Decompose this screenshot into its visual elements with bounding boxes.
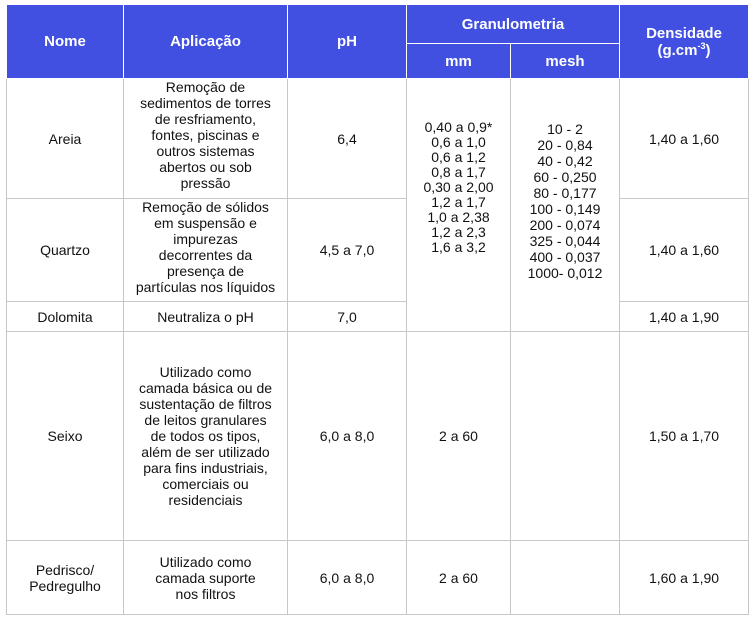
cell-nome: Areia xyxy=(7,79,124,199)
material-properties-table xyxy=(6,4,749,615)
cell-nome: Dolomita xyxy=(7,302,124,332)
cell-densidade: 1,60 a 1,90 xyxy=(620,541,749,615)
cell-ph: 6,0 a 8,0 xyxy=(288,541,407,615)
cell-aplicacao: Remoção de sedimentos de torres de resfriamento, fontes, piscinas e outros sistemas abertos ou sob pressão xyxy=(124,79,288,199)
header-densidade xyxy=(620,5,749,79)
header-densidade-label: Densidade xyxy=(646,24,722,42)
header-mm: mm xyxy=(407,44,511,79)
cell-mesh xyxy=(511,541,620,615)
cell-aplicacao: Neutraliza o pH xyxy=(124,302,288,332)
cell-ph: 4,5 a 7,0 xyxy=(288,199,407,302)
table-row xyxy=(7,332,749,541)
cell-densidade: 1,40 a 1,60 xyxy=(620,79,749,199)
cell-densidade: 1,40 a 1,60 xyxy=(620,199,749,302)
header-nome: Nome xyxy=(7,5,124,79)
header-aplicacao: Aplicação xyxy=(124,5,288,79)
header-ph: pH xyxy=(288,5,407,79)
cell-densidade: 1,50 a 1,70 xyxy=(620,332,749,541)
cell-ph: 6,4 xyxy=(288,79,407,199)
cell-mesh-shared: 10 - 2 20 - 0,84 40 - 0,42 60 - 0,250 80 - 0,177 100 - 0,149 200 - 0,074 325 - 0,044 400 - 0,037 1000- 0,012 xyxy=(511,79,620,332)
cell-mm-shared: 0,40 a 0,9* 0,6 a 1,0 0,6 a 1,2 0,8 a 1,7 0,30 a 2,00 1,2 a 1,7 1,0 a 2,38 1,2 a 2,3 1,6 a 3,2 xyxy=(407,79,511,332)
header-mesh: mesh xyxy=(511,44,620,79)
cell-nome: Quartzo xyxy=(7,199,124,302)
cell-aplicacao: Utilizado como camada básica ou de sustentação de filtros de leitos granulares de todos os tipos, além de ser utilizado para fins industriais, comerciais ou residenciais xyxy=(124,332,288,541)
header-densidade-unit: $(g.cm^{-3})$ xyxy=(657,40,711,59)
table-row xyxy=(7,302,749,332)
cell-densidade: 1,40 a 1,90 xyxy=(620,302,749,332)
table-row xyxy=(7,541,749,615)
cell-mm: 2 a 60 xyxy=(407,332,511,541)
table-row xyxy=(7,79,749,199)
cell-nome: Seixo xyxy=(7,332,124,541)
header-granulometria: Granulometria xyxy=(407,5,620,44)
cell-aplicacao: Remoção de sólidos em suspensão e impurezas decorrentes da presença de partículas nos líquidos xyxy=(124,199,288,302)
cell-aplicacao: Utilizado como camada suporte nos filtros xyxy=(124,541,288,615)
cell-nome: Pedrisco/ Pedregulho xyxy=(7,541,124,615)
cell-mm: 2 a 60 xyxy=(407,541,511,615)
cell-ph: 7,0 xyxy=(288,302,407,332)
table-row xyxy=(7,199,749,302)
cell-mesh xyxy=(511,332,620,541)
cell-ph: 6,0 a 8,0 xyxy=(288,332,407,541)
